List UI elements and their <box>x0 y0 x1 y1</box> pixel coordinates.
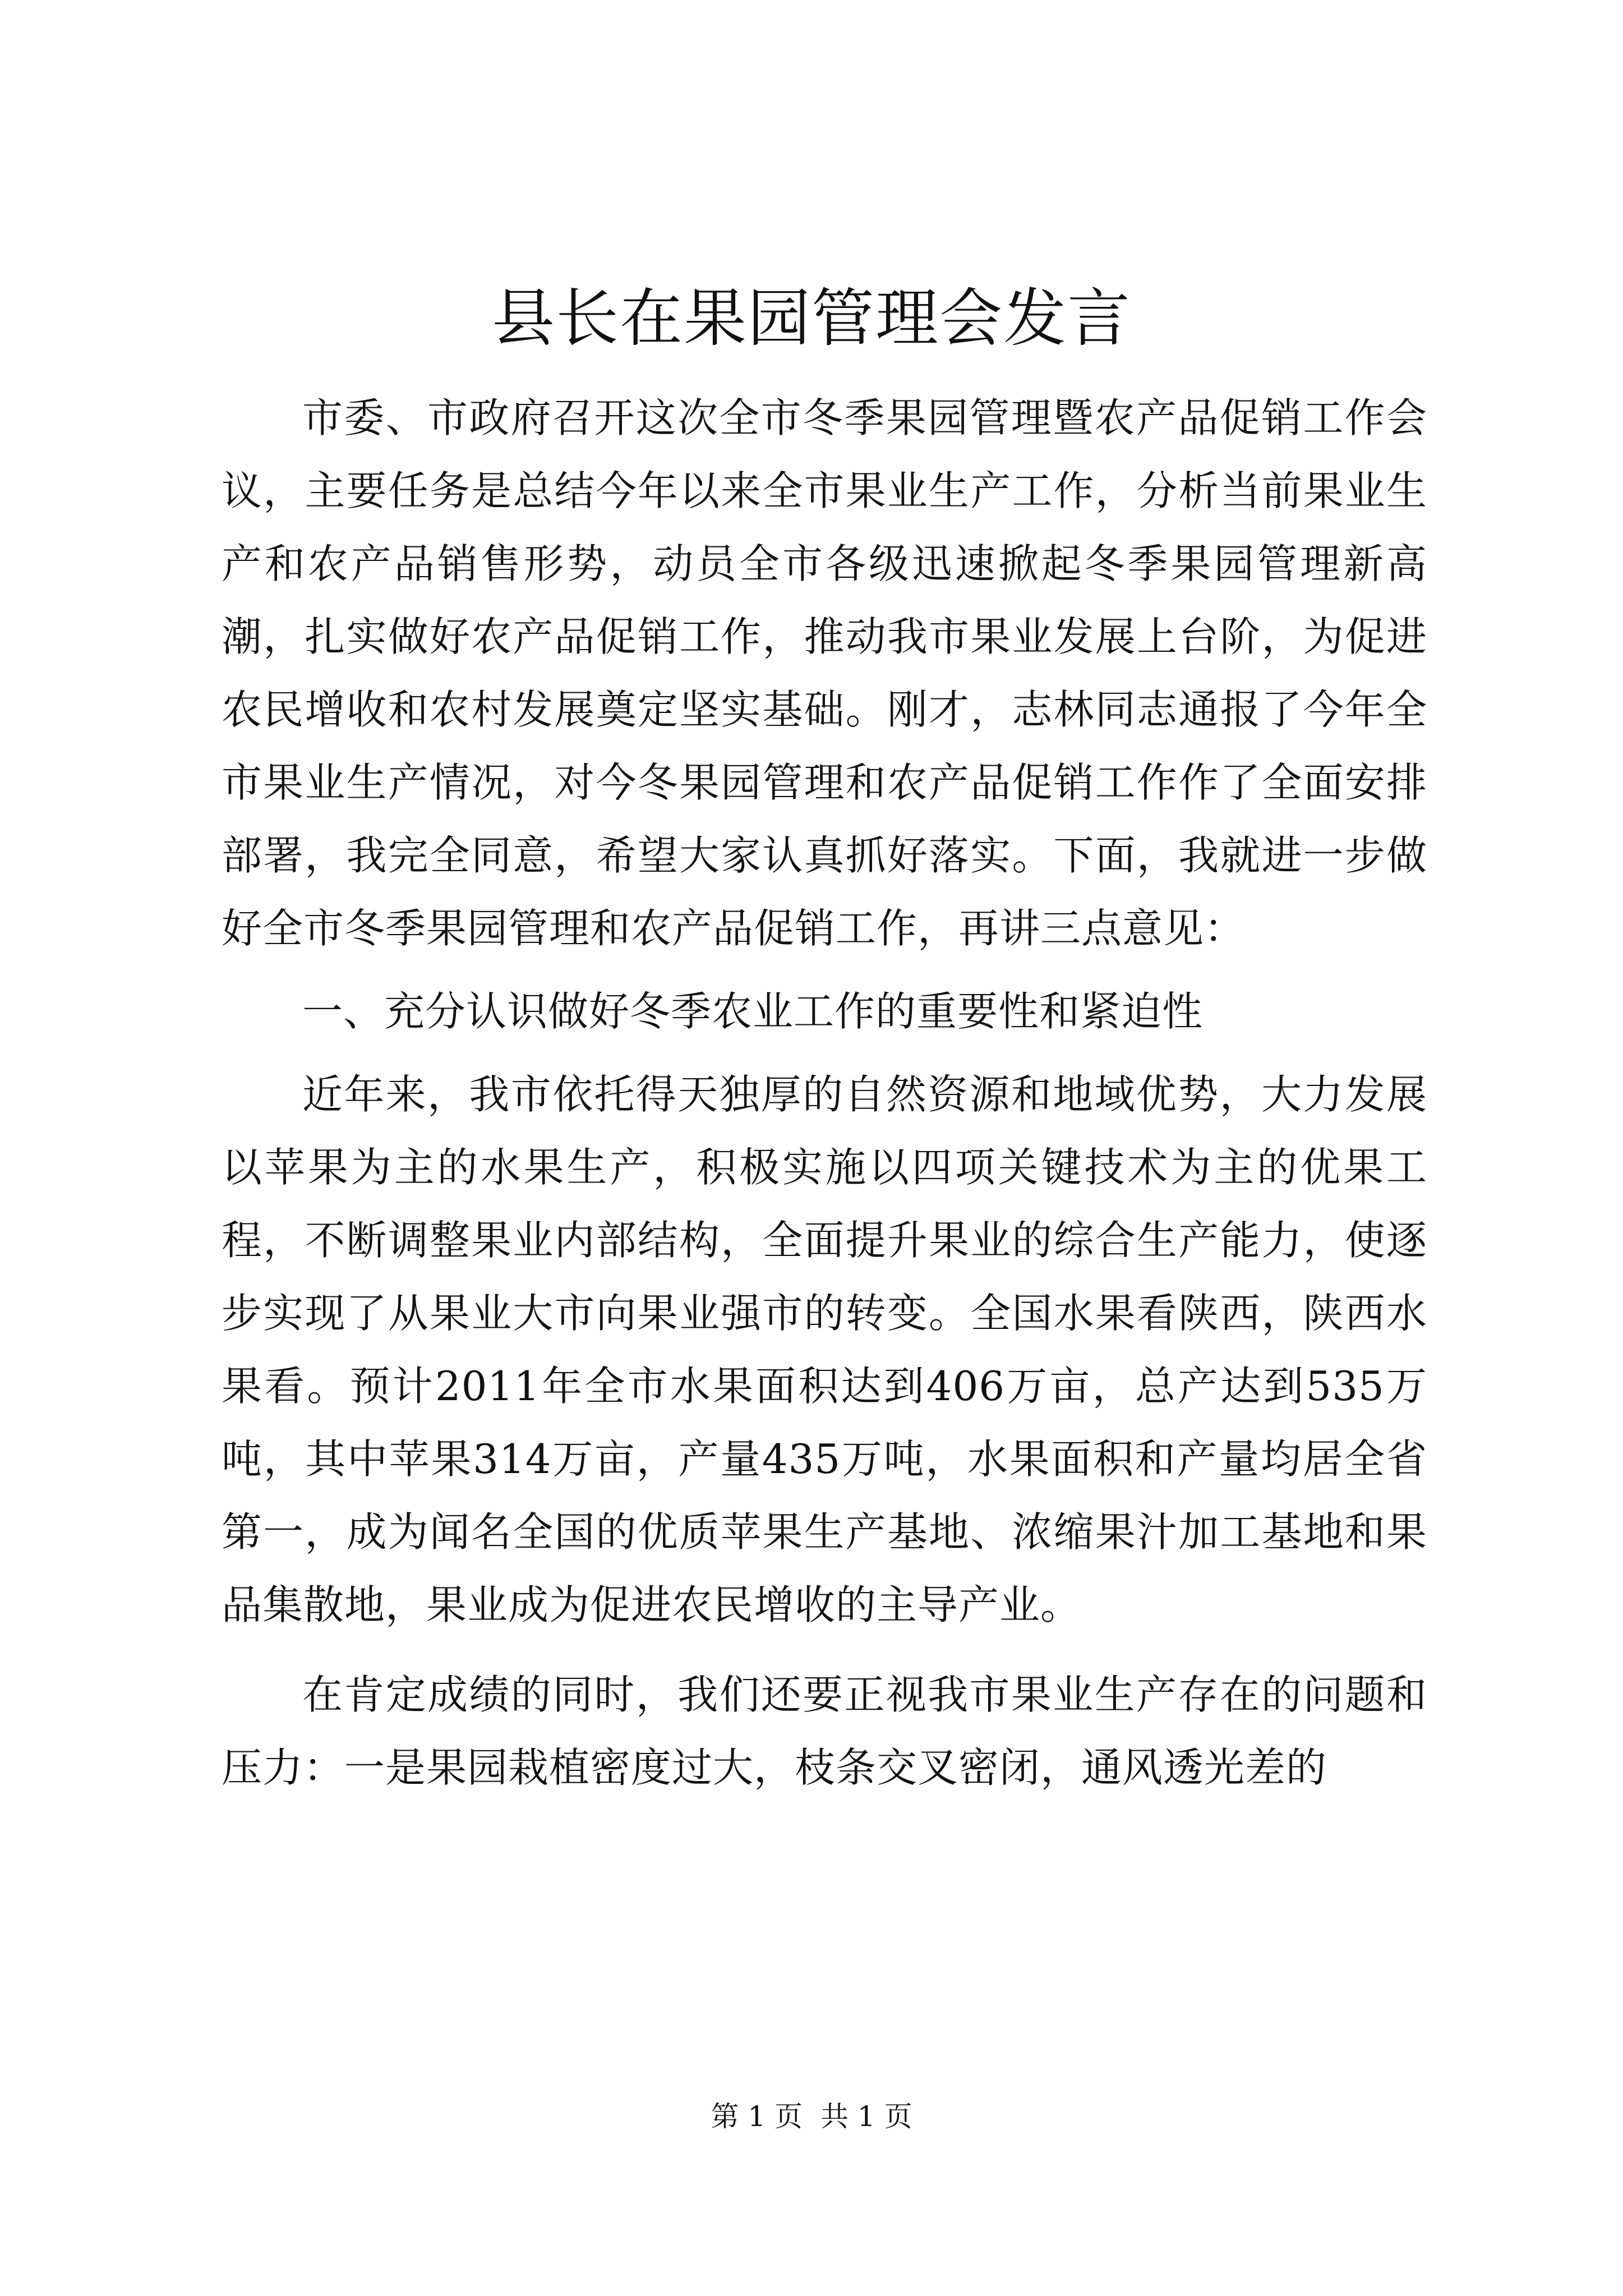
section-heading: 一、充分认识做好冬季农业工作的重要性和紧迫性 <box>302 988 1204 1035</box>
achievements-paragraph: 近年来，我市依托得天独厚的自然资源和地域优势，大力发展以苹果为主的水果生产，积极实施以四项关键技术为主的优果工程，不断调整果业内部结构，全面提升果业的综合生产能力，使逐步实现了从果业大市向果业强市的转变。全国水果看陕西，陕西水果看。预计2011年全市水果面积达到406万亩，总产达到535万吨，其中苹果314万亩，产量435万吨，水果面积和产量均居全省第一，成为闻名全国的优质苹果生产基地、浓缩果汁加工基地和果品集散地，果业成为促进农民增收的主导产业。 <box>222 1071 1427 1628</box>
document-title: 县长在果园管理会发言 <box>492 282 1131 355</box>
intro-paragraph: 市委、市政府召开这次全市冬季果园管理暨农产品促销工作会议，主要任务是总结今年以来全市果业生产工作，分析当前果业生产和农产品销售形势，动员全市各级迅速掀起冬季果园管理新高潮，扎实做好农产品促销工作，推动我市果业发展上台阶，为促进农民增收和农村发展奠定坚实基础。刚才，志林同志通报了今年全市果业生产情况，对今冬果园管理和农产品促销工作作了全面安排部署，我完全同意，希望大家认真抓好落实。下面，我就进一步做好全市冬季果园管理和农产品促销工作，再讲三点意见： <box>222 394 1427 952</box>
page-number: 第 1 页 <box>711 2100 803 2133</box>
document-body <box>222 381 1427 1804</box>
page-total: 共 1 页 <box>820 2100 912 2133</box>
page-footer <box>0 2097 1623 2136</box>
problems-paragraph: 在肯定成绩的同时，我们还要正视我市果业生产存在的问题和压力：一是果园栽植密度过大，枝条交叉密闭，通风透光差的 <box>222 1671 1427 1791</box>
